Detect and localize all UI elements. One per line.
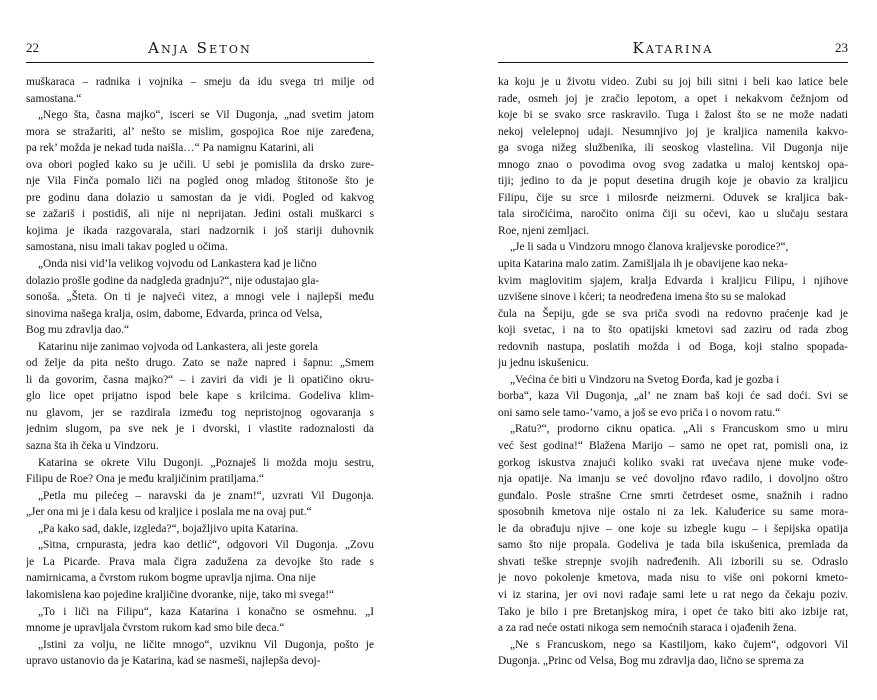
text-line: je novo pokolenje kmetova, mada nisu to više oni pokorni kmeto- (498, 572, 848, 585)
running-head-title: Katarina (632, 39, 714, 57)
text-line: već šest godina!“ Blažena Marijo – samo ne opet rat, pomisli ona, iz (498, 440, 848, 453)
text-line: „Većina će biti u Vindzoru na Svetog Đorđa, kad je gozba i (510, 373, 780, 386)
text-line: ju jednu iskušenicu. (498, 357, 589, 370)
text-line: Filipu de Roe? Ona je među kraljičinim pratiljama.“ (26, 473, 264, 486)
text-line: gunđalo. Posle strašne Crne smrti četrdeset osme, snažnih i radno (498, 489, 848, 502)
running-head-author: Anja Seton (148, 39, 252, 57)
text-line: čula na Šepiju, gde se sva priča svodi na redovno praćenje kad je (498, 307, 848, 320)
text-line: Bog mu zdravlja dao.“ (26, 324, 130, 337)
left-page-body (26, 74, 374, 670)
text-line: ga svoga nižeg službenika, ili seoskog vlastelina. Vil Dugonja nije (498, 142, 848, 155)
text-line: mnome je upravljala čvrstom rukom kad smo bile deca.“ (26, 622, 285, 635)
text-line: nekoj velelepnoj udaji. Nesumnjivo joj je kraljica namenila kakvo- (498, 125, 848, 138)
text-line: muškaraca – radnika i vojnika – smeju da idu svega tri milje od (26, 76, 374, 88)
text-line: pre godinu dana dolazio u samostan da je vidi. Pogled od kakvog (26, 191, 374, 204)
text-line: sonoša. „Šteta. On ti je najveći vitez, a mnogi vele i najlepši među (26, 291, 374, 304)
text-line: gorkog iskustva znajući koliko svaki rat uvećava njene muke vođe- (498, 456, 848, 469)
text-line: pa rek’ možda je nekad tuda naišla…“ Pa namignu Katarini, ali (26, 142, 314, 155)
text-line: glo lice opet prijatno ispod bele kape s krilcima. Godeliva klim- (26, 390, 374, 403)
text-line: namirnicama, a čvrstom rukom bogme upravlja njima. Ona nije (26, 572, 316, 585)
text-line: Filipu, čije su srce i milosrđe neizmerni. Oduvek se kraljica bak- (498, 191, 848, 204)
text-line: kvim maglovitim sjajem, kralja Edvarda i kraljicu Filipu, i njihove (498, 274, 848, 287)
text-line: redovnih nastupa, poslatih možda i od Boga, koji stalno spopada- (498, 340, 848, 353)
text-line: „Ratu?“, prodorno ciknu opatica. „Ali s Francuskom smo u miru (510, 423, 848, 436)
page-number: 23 (835, 40, 848, 55)
text-line: kojima je ikada razgovarala, stari nadzornik i još stariji duhovnik (26, 224, 374, 237)
text-line: samostana, nisu imali takav pogled u očima. (26, 241, 228, 254)
text-line: Roe, njeni zemljaci. (498, 224, 590, 237)
text-line: mora se stražariti, al’ nešto se mislim, gospojica Roe nije zaređena, (26, 125, 374, 138)
text-line: sposobnih kmetova nije ostalo ni za lek. Kaluđerice su same mora- (498, 506, 848, 519)
text-line: ka koju je u životu video. Zubi su joj bili sitni i beli kao latice bele (498, 76, 848, 88)
text-line: „Sitna, crnpurasta, jedra kao detlić“, odgovori Vil Dugonja. „Zovu (38, 539, 374, 552)
text-line: borba“, kaza Vil Dugonja, „al’ ne znam baš koji će sad doći. Svi se (498, 390, 848, 403)
text-line: tala siročićima, naročito onima čiji su očevi, kao u slučaju sestara (498, 208, 848, 221)
left-page (26, 0, 374, 700)
text-line: Katarinu nije zanimao vojvoda od Lankastera, ali jeste gorela (38, 340, 318, 353)
text-line: nu glavom, jer se razdirala između tog nepristojnog ogovaranja s (26, 406, 374, 419)
text-line: „Je li sada u Vindzoru mnogo članova kraljevske porodice?“, (510, 241, 789, 254)
text-line: od želje da pita nešto drugo. Zato se naže napred i šapnu: „Smem (26, 357, 374, 370)
page-number: 22 (26, 40, 39, 55)
text-line: sinovima našega kralja, osim, dabome, Edvarda, princa od Velsa, (26, 307, 323, 320)
text-line: tiji; jedino to da je poput desetina drugih koje je obavio za kraljicu (498, 175, 848, 188)
right-page (498, 0, 848, 700)
text-line: „Jer ona mi je i dala kesu od kraljice i poslala me na ovaj put.“ (26, 506, 312, 519)
text-line: koje bi se svako srce raskravilo. Tuga i žalost što se ne može nadati (498, 109, 848, 122)
text-line: shvati teške strepnje svojih nadređenih. Ali izborili su se. Odraslo (498, 555, 848, 568)
text-line: koji svetac, i na to što opatijski kmetovi sad zaziru od rada zbog (498, 324, 848, 337)
text-line: samostana.“ (26, 92, 82, 105)
text-line: se zažariš i postidiš, ali nije ni neprijatan. Jedini ostali muškarci s (26, 208, 374, 221)
right-page-header (498, 38, 848, 63)
right-page-body (498, 74, 848, 670)
text-line: li da govorim, časna majko?“ – i zaviri da vidi je li opatičino okru- (26, 373, 374, 386)
text-line: „Petla mu pilećeg – naravski da je znam!“, uzvrati Vil Dugonja. (38, 489, 374, 502)
text-line: Tako je bilo i pre Bretanjskog mira, i opet će tako biti ako izbije rat, (498, 605, 848, 618)
text-line: „Istini za volju, ne ličite mnogo“, uzviknu Vil Dugonja, pošto je (38, 638, 374, 651)
text-line: „Ne s Francuskom, nego sa Kastiljom, kako čujem“, odgovori Vil (510, 638, 848, 651)
text-line: Katarina se okrete Vilu Dugonji. „Poznaješ li možda moju sestru, (38, 456, 374, 469)
text-line: jednim slugom, pa sve nek je i dvorski, i vlastite radoznalosti da (26, 423, 374, 436)
text-line: „Pa kako sad, dakle, izgleda?“, bojažljivo upita Katarina. (38, 522, 299, 535)
text-line: lakomislena kao pojedine kraljičine dvoranke, nije, tako mi svega!“ (26, 588, 335, 601)
text-line: upravo ustanovio da je Katarina, kad se nasmeši, najlepša devoj- (26, 655, 321, 668)
text-line: rade, osmeh joj je zračio lepotom, a opet i nekakvom čežnjom od (498, 92, 848, 105)
text-line: „To i liči na Filipu“, kaza Katarina i konačno se osmehnu. „I (38, 605, 374, 618)
text-line: oni samo sele tamo-’vamo, a još se evo priča i o novom ratu.“ (498, 406, 781, 419)
text-line: upita Katarina malo zatim. Zamišljala ih je obavijene kao neka- (498, 258, 788, 271)
text-line: mnogo znao o povodima ovog svog zadatka u maloj kentskoj opa- (498, 158, 848, 171)
text-line: ova obori pogled kako su je učili. U sebi je pomislila da drsko zure- (26, 158, 374, 171)
text-line: samo što nije propala. Godeliva je tada bila iskušenica, premlada da (498, 539, 848, 552)
text-line: je La Picarde. Prava mala čigra zadužena za devojke što rade s (26, 555, 374, 568)
text-line: uzvišene sinove i kćeri; ta neodređena imena što su se malokad (498, 291, 786, 304)
text-line: le da obrađuju njive – one koje su izbegle kugu – i šepijska opatija (498, 522, 848, 535)
text-line: nje Vila Finča pomalo liči na pogled onog mladog štitonoše što je (26, 175, 374, 188)
text-line: a za rad neće ostati nikoga sem nemoćnih staraca i ojađenih žena. (498, 622, 797, 635)
left-page-header (26, 38, 374, 63)
text-line: „Nego šta, časna majko“, isceri se Vil Dugonja, „nad svetim jatom (38, 109, 374, 122)
text-line: sazna šta ih čeka u Vindzoru. (26, 440, 159, 453)
text-line: „Onda nisi vid’la velikog vojvodu od Lankastera kad je lično (38, 258, 317, 271)
text-line: vi iz starina, jer ovi novi rađaje sami lete u rat nego da čekaju poziv. (498, 588, 848, 601)
text-line: nja opatije. Na imanju se već dovoljno rđavo radilo, i dovoljno oštro (498, 473, 848, 486)
text-line: Dugonja. „Princ od Velsa, Bog mu zdravlja dao, lično se sprema za (498, 655, 804, 668)
text-line: dolazio prošle godine da nadgleda gradnju?“, nije odustajao gla- (26, 274, 320, 287)
